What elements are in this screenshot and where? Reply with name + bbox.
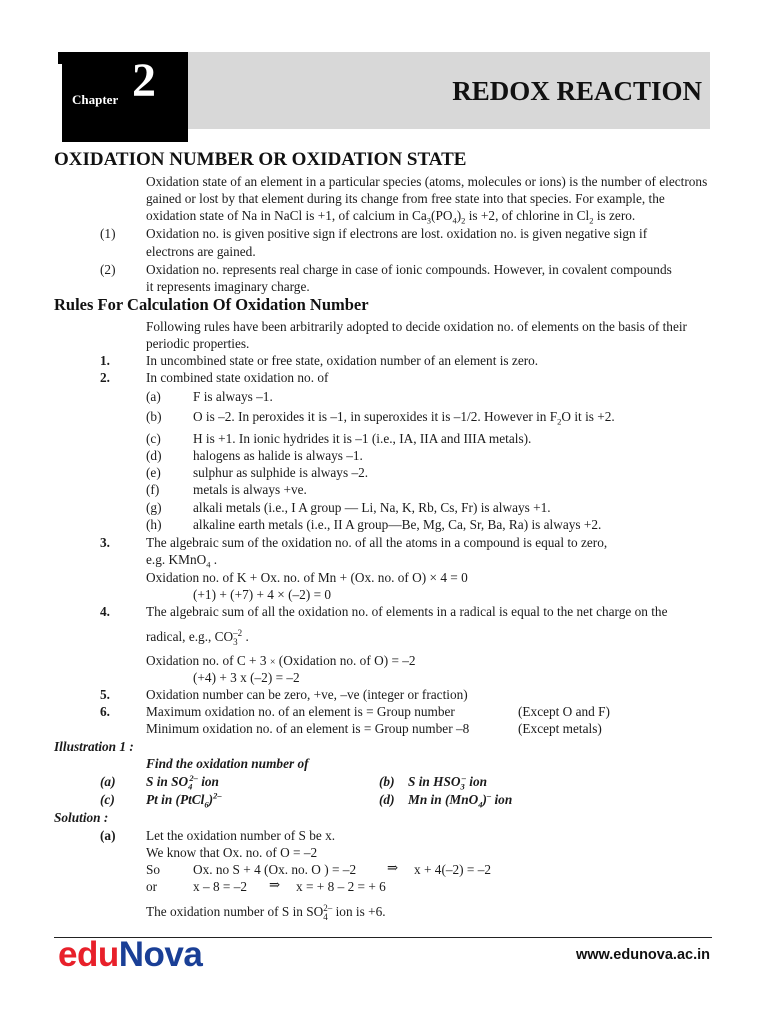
item-marker: (g) bbox=[146, 500, 162, 515]
rule-number: 1. bbox=[100, 353, 110, 368]
rule-text: (+4) + 3 x (–2) = –2 bbox=[193, 670, 300, 685]
rule-exception: (Except O and F) bbox=[518, 704, 610, 719]
rules-heading: Rules For Calculation Of Oxidation Number bbox=[54, 295, 369, 314]
chapter-label: Chapter bbox=[72, 92, 119, 107]
illustration-prompt: Find the oxidation number of bbox=[146, 756, 309, 771]
rule-exception: (Except metals) bbox=[518, 721, 602, 736]
item-marker: (d) bbox=[146, 448, 162, 463]
rule-text: (+1) + (+7) + 4 × (–2) = 0 bbox=[193, 587, 332, 602]
option-text: Pt in (PtCl$_6$)$^{2-}$ bbox=[146, 790, 222, 810]
solution-line: x = + 8 – 2 = + 6 bbox=[296, 879, 386, 894]
intro-line: Oxidation state of an element in a particular species (atoms, molecules or ions) is the number of electrons bbox=[146, 174, 708, 189]
rule-text: In uncombined state or free state, oxidation number of an element is zero. bbox=[146, 353, 539, 368]
item-text: O is –2. In peroxides it is –1, in superoxides it is –1/2. However in $F_2O$ it is +2. bbox=[193, 409, 615, 427]
implies-arrow-icon: ⇒ bbox=[387, 860, 399, 875]
rules-intro: Following rules have been arbitrarily adopted to decide oxidation no. of elements on the basis of their bbox=[146, 319, 687, 334]
item-marker: (e) bbox=[146, 465, 161, 480]
option-text: S in $HSO_3^-$ ion bbox=[408, 772, 488, 792]
solution-part: (a) bbox=[100, 828, 116, 843]
rule-text: Maximum oxidation no. of an element is = Group number bbox=[146, 704, 455, 719]
rule-text: Oxidation no. of C + 3 × (Oxidation no. of O) = –2 bbox=[146, 653, 416, 668]
option-marker: (b) bbox=[379, 774, 395, 789]
illustration-title: Illustration 1 : bbox=[54, 739, 134, 754]
rule-text: Oxidation no. of K + Ox. no. of Mn + (Ox. no. of O) × 4 = 0 bbox=[146, 570, 468, 585]
note-text: electrons are gained. bbox=[146, 244, 256, 259]
item-marker: (h) bbox=[146, 517, 162, 532]
rule-text: In combined state oxidation no. of bbox=[146, 370, 329, 385]
note-text: Oxidation no. is given positive sign if electrons are lost. oxidation no. is given negative sign if bbox=[146, 226, 648, 241]
rule-number: 5. bbox=[100, 687, 110, 702]
note-text: it represents imaginary charge. bbox=[146, 279, 310, 294]
item-text: metals is always +ve. bbox=[193, 482, 307, 497]
chapter-number: 2 bbox=[132, 54, 156, 107]
badge-tick bbox=[58, 52, 62, 64]
rule-number: 4. bbox=[100, 604, 110, 619]
note-text: Oxidation no. represents real charge in case of ionic compounds. However, in covalent compounds bbox=[146, 262, 672, 277]
formula-so4: SO2– 4 bbox=[306, 903, 333, 922]
item-marker: (c) bbox=[146, 431, 161, 446]
solution-line: The oxidation number of S in SO2– 4 ion is +6. bbox=[146, 903, 386, 922]
rule-number: 2. bbox=[100, 370, 110, 385]
chapter-title: REDOX REACTION bbox=[452, 76, 702, 106]
note-marker: (1) bbox=[100, 226, 116, 241]
website-url: www.edunova.ac.in bbox=[575, 947, 710, 963]
rule-text: e.g. KMnO$_4$ . bbox=[146, 552, 218, 570]
implies-arrow-icon: ⇒ bbox=[269, 877, 281, 892]
solution-line: Let the oxidation number of S be x. bbox=[146, 828, 336, 843]
edunova-logo: eduNova bbox=[58, 935, 203, 974]
item-text: sulphur as sulphide is always –2. bbox=[193, 465, 369, 480]
formula-f2o: $F_2O$ bbox=[549, 409, 572, 427]
solution-title: Solution : bbox=[54, 810, 109, 825]
option-text: Mn in (MnO$_4$)– ion bbox=[408, 790, 513, 810]
option-marker: (a) bbox=[100, 774, 116, 789]
chapter-badge bbox=[62, 52, 188, 142]
item-marker: (a) bbox=[146, 389, 161, 404]
intro-line: gained or lost by that element during its change from free state into that species. For example, the bbox=[146, 191, 665, 206]
item-text: halogens as halide is always –1. bbox=[193, 448, 363, 463]
option-text: S in $SO_4^{2-}$ ion bbox=[146, 772, 219, 792]
solution-line: We know that Ox. no. of O = –2 bbox=[146, 845, 318, 860]
item-marker: (b) bbox=[146, 409, 162, 424]
note-marker: (2) bbox=[100, 262, 116, 277]
item-text: F is always –1. bbox=[193, 389, 273, 404]
rule-number: 6. bbox=[100, 704, 110, 719]
solution-line: x + 4(–2) = –2 bbox=[414, 862, 492, 877]
section-heading: OXIDATION NUMBER OR OXIDATION STATE bbox=[54, 149, 467, 170]
rule-text: radical, e.g., CO–2 3 . bbox=[146, 628, 249, 647]
solution-label: or bbox=[146, 879, 158, 894]
rule-text: The algebraic sum of all the oxidation no. of elements in a radical is equal to the net charge on the bbox=[146, 604, 668, 619]
item-text: alkaline earth metals (i.e., II A group—Be, Mg, Ca, Sr, Ba, Ra) is always +2. bbox=[193, 517, 602, 532]
solution-label: So bbox=[146, 862, 161, 877]
rules-intro: periodic properties. bbox=[146, 336, 250, 351]
formula-co3: CO–2 3 bbox=[214, 628, 243, 647]
chapter-title-bar bbox=[188, 52, 710, 129]
solution-line: Ox. no S + 4 (Ox. no. O ) = –2 bbox=[193, 862, 357, 877]
rule-text: Oxidation number can be zero, +ve, –ve (integer or fraction) bbox=[146, 687, 468, 702]
rule-text: Minimum oxidation no. of an element is = Group number –8 bbox=[146, 721, 470, 736]
option-marker: (d) bbox=[379, 792, 395, 807]
item-text: alkali metals (i.e., I A group — Li, Na, K, Rb, Cs, Fr) is always +1. bbox=[193, 500, 551, 515]
rule-number: 3. bbox=[100, 535, 110, 550]
rule-text: The algebraic sum of the oxidation no. of all the atoms in a compound is equal to zero, bbox=[146, 535, 608, 550]
item-text: H is +1. In ionic hydrides it is –1 (i.e., IA, IIA and IIIA metals). bbox=[193, 431, 532, 446]
item-marker: (f) bbox=[146, 482, 160, 497]
solution-line: x – 8 = –2 bbox=[193, 879, 248, 894]
option-marker: (c) bbox=[100, 792, 115, 807]
intro-line: oxidation state of Na in NaCl is +1, of calcium in $Ca_3(PO_4)_2$ is +2, of chlorine in $Cl_2$ is zero. bbox=[146, 208, 636, 226]
